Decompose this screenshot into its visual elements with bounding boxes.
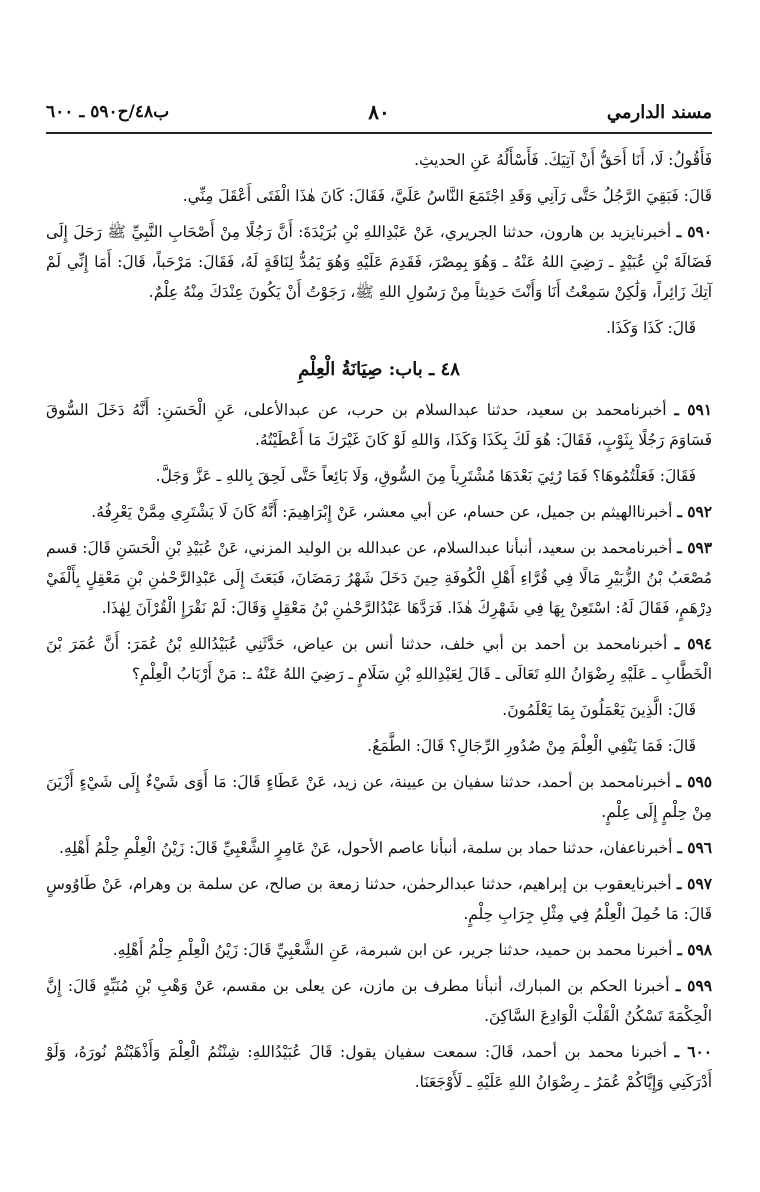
hadith-591: [46, 395, 712, 455]
paragraph-text: أخبرنامحمد بن أحمد، حدثنا سفيان بن عيينة، عن زيد، عَنْ عَطَاءٍ قَالَ: مَا أَوَى شَيْءٌ إِلَى شَيْءٍ أَزْيَنَ مِنْ حِلْمٍ إِلَى عِلْمٍ.: [46, 773, 712, 821]
paragraph-text: أخبرنايزيد بن هارون، حدثنا الجريري، عَنْ عَبْدِاللهِ بْنِ بُرَيْدَةَ: أَنَّ رَجُلًا مِنْ أَصْحَابِ النَّبِيِّ ﷺ رَحَلَ إِلَى فَضَالَةَ بْنِ عُبَيْدٍ ـ رَضِيَ اللهُ عَنْهُ ـ وَهُوَ بِمِصْرَ، فَقَدِمَ عَلَيْهِ وَهُوَ يَمُدُّ لِنَاقَةٍ لَهُ، فَقَالَ: مَرْحَباً، قَالَ: أَمَا إِنِّي لَمْ آتِكَ زَائِراً، وَلَٰكِنْ سَمِعْتُ أَنَا وَأَنْتَ حَدِيثاً مِنْ رَسُولِ اللهِ ﷺ، رَجَوْتُ أَنْ يَكُونَ عِنْدَكَ مِنْهُ عِلْمٌ.: [46, 223, 712, 301]
paragraph-text: قَالَ: فَبَقِيَ الرَّجُلُ حَتَّى رَآنِي وَقَدِ اجْتَمَعَ النَّاسُ عَلَيَّ، فَقَالَ: كَانَ هٰذَا الْفَتَى أَعْقَلَ مِنِّي.: [182, 187, 712, 205]
paragraph: [46, 145, 712, 175]
paragraph-text: قَالَ: كَذَا وَكَذَا.: [606, 319, 696, 337]
paragraph: [46, 313, 712, 343]
hadith-number: ٥٩١ ـ: [674, 401, 712, 419]
paragraph-text: أخبرنامحمد بن سعيد، حدثنا عبدالسلام بن حرب، عن عبدالأعلى، عَنِ الْحَسَنِ: أَنَّهُ دَخَلَ السُّوقَ فَسَاوَمَ رَجُلًا بِثَوْبٍ، فَقَالَ: هُوَ لَكَ بِكَذَا وَكَذَا، وَاللهِ لَوْ كَانَ غَيْرَكَ مَا أَعْطَيْتُهُ.: [46, 401, 712, 449]
paragraph-text: أخبرنا محمد بن حميد، حدثنا جرير، عن ابن شبرمة، عَنِ الشَّعْبِيِّ قَالَ: زَيْنُ الْعِلْمِ حِلْمُ أَهْلِهِ.: [112, 941, 673, 959]
hadith-range: ب٤٨/ح٥٩٠ ـ ٦٠٠: [46, 102, 170, 122]
paragraph-text: فَقَالَ: فَعَلْتُمُوهَا؟ فَمَا رُئِيَ بَعْدَهَا مُشْتَرِياً مِنَ السُّوقِ، وَلَا بَائِعاً حَتَّى لَحِقَ بِاللهِ ـ عَزَّ وَجَلَّ.: [155, 467, 696, 485]
paragraph-text: أخبرنا الحكم بن المبارك، أنبأنا مطرف بن مازن، عن يعلى بن مقسم، عَنْ وَهْبِ بْنِ مُنَبِّهٍ قَالَ: إِنَّ الْحِكْمَةَ تَسْكُنُ الْقَلْبَ الْوَادِعَ السَّاكِنَ.: [46, 977, 712, 1025]
paragraph-text: قَالَ: فَمَا يَنْفِي الْعِلْمَ مِنْ صُدُورِ الرِّجَالِ؟ قَالَ: الطَّمَعُ.: [367, 737, 696, 755]
hadith-592: [46, 497, 712, 527]
page-number: ٨٠: [368, 100, 390, 124]
hadith-597: [46, 869, 712, 929]
page-body: [46, 145, 712, 1103]
hadith-number: ٥٩٢ ـ: [677, 503, 712, 521]
hadith-number: ٥٩٧ ـ: [676, 875, 712, 893]
hadith-number: ٥٩٩ ـ: [675, 977, 712, 995]
hadith-599: [46, 971, 712, 1031]
hadith-number: ٥٩٥ ـ: [676, 773, 712, 791]
paragraph-text: أخبرنا محمد بن أحمد، قَالَ: سمعت سفيان يقول: قَالَ عُبَيْدُاللهِ: شِنْتُمُ الْعِلْمَ وَأَذْهَبْتُمْ نُورَهُ، وَلَوْ أَدْرَكَنِي وَإِيَّاكُمْ عُمَرُ ـ رِضْوَانُ اللهِ عَلَيْهِ ـ لَأَوْجَعَنَا.: [46, 1043, 712, 1091]
paragraph-text: أخبرناعفان، حدثنا حماد بن سلمة، أنبأنا عاصم الأحول، عَنْ عَامِرٍ الشَّعْبِيِّ قَالَ: زَيْنُ الْعِلْمِ حِلْمُ أَهْلِهِ.: [59, 839, 673, 857]
hadith-598: [46, 935, 712, 965]
hadith-number: ٥٩٦ ـ: [677, 839, 712, 857]
hadith-590: [46, 217, 712, 307]
hadith-593: [46, 533, 712, 623]
paragraph-text: أخبرناالهيثم بن جميل، عن حسام، عن أبي معشر، عَنْ إِبْرَاهِيمَ: أَنَّهُ كَانَ لَا يَشْتَرِي مِمَّنْ يَعْرِفُهُ.: [91, 503, 673, 521]
paragraph: [46, 731, 712, 761]
paragraph-text: أخبرنامحمد بن سعيد، أنبأنا عبدالسلام، عن عبدالله بن الوليد المزني، عَنْ عُبَيْدِ بْنِ الْحَسَنِ قَالَ: قسم مُصْعَبُ بْنُ الزُّبَيْرِ مَالًا فِي قُرَّاءِ أَهْلِ الْكُوفَةِ حِينَ دَخَلَ شَهْرُ رَمَضَانَ، فَبَعَثَ إِلَى عَبْدِالرَّحْمٰنِ بْنِ مَعْقِلٍ بِأَلْفَيْ دِرْهَمٍ، فَقَالَ لَهُ: اسْتَعِنْ بِهَا فِي شَهْرِكَ هٰذَا. فَرَدَّهَا عَبْدُالرَّحْمٰنِ بْنُ مَعْقِلٍ وَقَالَ: لَمْ نَقْرَإِ الْقُرْآنَ لِهٰذَا.: [46, 539, 712, 617]
paragraph-text: قَالَ: الَّذِينَ يَعْمَلُونَ بِمَا يَعْلَمُونَ.: [502, 701, 696, 719]
hadith-594: [46, 629, 712, 689]
hadith-number: ٦٠٠ ـ: [674, 1043, 712, 1061]
paragraph-text: أخبرنامحمد بن أحمد بن أبي خلف، حدثنا أنس بن عياض، حَدَّثَنِي عُبَيْدُاللهِ بْنُ عُمَرَ: أَنَّ عُمَرَ بْنَ الْخَطَّابِ ـ عَلَيْهِ رِضْوَانُ اللهِ تَعَالَى ـ قَالَ لِعَبْدِاللهِ بْنِ سَلَامٍ ـ رَضِيَ اللهُ عَنْهُ ـ: مَنْ أَرْبَابُ الْعِلْمِ؟: [46, 635, 712, 683]
hadith-number: ٥٩٤ ـ: [674, 635, 712, 653]
paragraph: [46, 695, 712, 725]
chapter-heading: ٤٨ ـ باب: صِيَانَةُ الْعِلْمِ: [298, 359, 460, 380]
hadith-number: ٥٩٣ ـ: [677, 539, 712, 557]
paragraph-text: فَأَقُولُ: لَا، أَنَا أَحَقُّ أَنْ آتِيَكَ. فَأَسْأَلُهُ عَنِ الحديثِ.: [414, 151, 712, 169]
paragraph: [46, 461, 712, 491]
hadith-600: [46, 1037, 712, 1097]
book-title: مسند الدارمي: [606, 101, 712, 123]
paragraph-text: أخبرنايعقوب بن إبراهيم، حدثنا عبدالرحمٰن، حدثنا زمعة بن صالح، عن سلمة بن وهرام، عَنْ طَاوُوسٍ قَالَ: مَا حُمِلَ الْعِلْمُ فِي مِثْلِ جِرَابِ حِلْمٍ.: [46, 875, 712, 923]
hadith-number: ٥٩٠ ـ: [676, 223, 712, 241]
page-header: [46, 92, 712, 134]
hadith-596: [46, 833, 712, 863]
paragraph: [46, 181, 712, 211]
hadith-595: [46, 767, 712, 827]
hadith-number: ٥٩٨ ـ: [677, 941, 712, 959]
